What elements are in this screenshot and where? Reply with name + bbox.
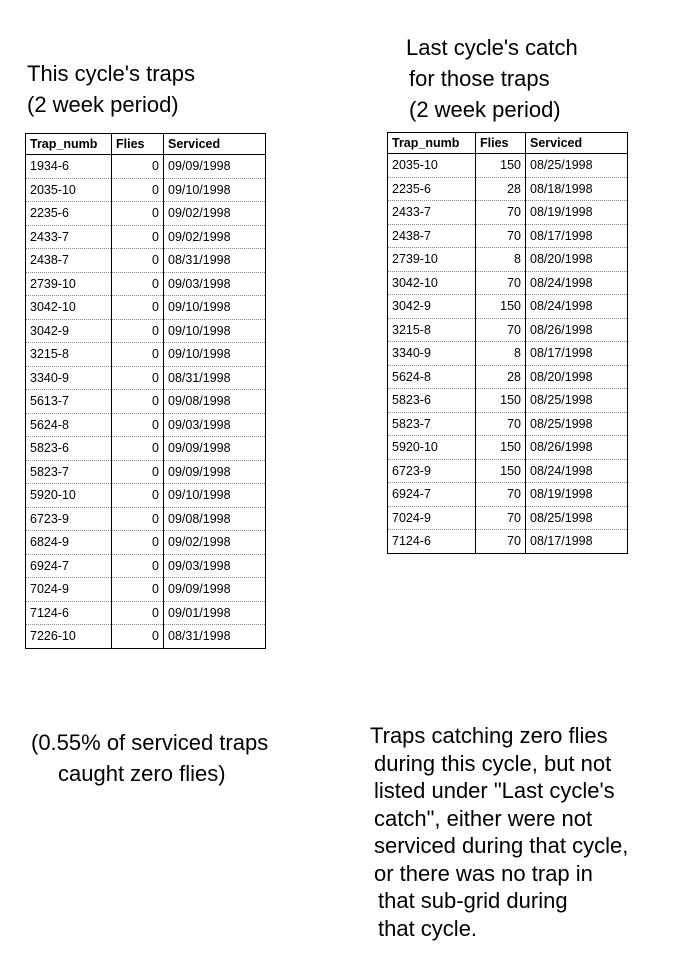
cell-trap-number: 5920-10 [26, 484, 112, 508]
cell-flies: 0 [112, 507, 164, 531]
table-row [388, 201, 628, 225]
col-header-serviced: Serviced [526, 133, 628, 154]
cell-trap-number: 3042-9 [388, 295, 476, 319]
note-line: caught zero flies) [58, 761, 226, 786]
cell-serviced-date: 08/17/1998 [526, 530, 628, 554]
cell-trap-number: 3042-9 [26, 319, 112, 343]
cell-trap-number: 3215-8 [26, 343, 112, 367]
table-row [26, 272, 266, 296]
cell-trap-number: 3215-8 [388, 318, 476, 342]
col-header-trap: Trap_numb [26, 134, 112, 155]
table-row [26, 484, 266, 508]
cell-serviced-date: 08/31/1998 [164, 625, 266, 649]
cell-flies: 0 [112, 460, 164, 484]
table-row [26, 366, 266, 390]
cell-serviced-date: 08/31/1998 [164, 366, 266, 390]
header-row [388, 133, 628, 154]
cell-serviced-date: 09/02/1998 [164, 531, 266, 555]
cell-flies: 0 [112, 343, 164, 367]
table-row [388, 436, 628, 460]
zero-flies-note [31, 727, 268, 789]
cell-trap-number: 2433-7 [26, 225, 112, 249]
cell-serviced-date: 08/24/1998 [526, 459, 628, 483]
table-row [26, 601, 266, 625]
cell-trap-number: 3042-10 [388, 271, 476, 295]
cell-trap-number: 2438-7 [26, 249, 112, 273]
cell-serviced-date: 09/01/1998 [164, 601, 266, 625]
table-row [26, 578, 266, 602]
explanation-line: serviced during that cycle, [374, 833, 629, 858]
cell-flies: 0 [112, 296, 164, 320]
table-row [26, 554, 266, 578]
cell-serviced-date: 09/08/1998 [164, 507, 266, 531]
explanation-text [370, 722, 628, 942]
cell-trap-number: 5823-6 [26, 437, 112, 461]
cell-serviced-date: 09/09/1998 [164, 437, 266, 461]
cell-flies: 0 [112, 437, 164, 461]
cell-trap-number: 6924-7 [388, 483, 476, 507]
cell-trap-number: 3340-9 [26, 366, 112, 390]
cell-trap-number: 2739-10 [388, 248, 476, 272]
cell-flies: 70 [476, 530, 526, 554]
cell-trap-number: 3042-10 [26, 296, 112, 320]
col-header-flies: Flies [112, 134, 164, 155]
table-row [388, 271, 628, 295]
heading-line: (2 week period) [27, 92, 179, 117]
cell-flies: 8 [476, 342, 526, 366]
cell-trap-number: 7024-9 [388, 506, 476, 530]
cell-serviced-date: 08/25/1998 [526, 154, 628, 178]
cell-serviced-date: 08/18/1998 [526, 177, 628, 201]
cell-trap-number: 6824-9 [26, 531, 112, 555]
cell-trap-number: 2235-6 [26, 202, 112, 226]
cell-serviced-date: 08/31/1998 [164, 249, 266, 273]
cell-trap-number: 2739-10 [26, 272, 112, 296]
cell-flies: 150 [476, 295, 526, 319]
table-row [388, 530, 628, 554]
cell-flies: 0 [112, 625, 164, 649]
cell-flies: 70 [476, 224, 526, 248]
table-row [26, 319, 266, 343]
cell-flies: 150 [476, 459, 526, 483]
cell-serviced-date: 09/10/1998 [164, 296, 266, 320]
heading-line: (2 week period) [409, 97, 561, 122]
heading-line: for those traps [409, 66, 550, 91]
cell-serviced-date: 09/09/1998 [164, 460, 266, 484]
explanation-line: or there was no trap in [374, 860, 593, 886]
cell-serviced-date: 08/17/1998 [526, 224, 628, 248]
explanation-line: that cycle. [378, 915, 478, 941]
cell-flies: 0 [112, 155, 164, 179]
cell-flies: 70 [476, 483, 526, 507]
cell-flies: 0 [112, 202, 164, 226]
table-row [388, 318, 628, 342]
table-row [388, 506, 628, 530]
note-line: (0.55% of serviced traps [31, 730, 269, 755]
table-row [388, 365, 628, 389]
cell-serviced-date: 08/24/1998 [526, 295, 628, 319]
cell-serviced-date: 09/02/1998 [164, 202, 266, 226]
cell-flies: 0 [112, 413, 164, 437]
table-row [388, 154, 628, 178]
cell-serviced-date: 08/17/1998 [526, 342, 628, 366]
cell-trap-number: 5613-7 [26, 390, 112, 414]
cell-serviced-date: 09/03/1998 [164, 272, 266, 296]
cell-serviced-date: 08/26/1998 [526, 436, 628, 460]
this-cycle-heading [27, 58, 195, 120]
col-header-trap: Trap_numb [388, 133, 476, 154]
table-row [388, 412, 628, 436]
cell-serviced-date: 08/25/1998 [526, 506, 628, 530]
cell-trap-number: 6723-9 [26, 507, 112, 531]
cell-trap-number: 5920-10 [388, 436, 476, 460]
cell-flies: 70 [476, 412, 526, 436]
heading-line: This cycle's traps [27, 61, 196, 86]
table-row [26, 460, 266, 484]
table-row [388, 295, 628, 319]
cell-serviced-date: 08/19/1998 [526, 483, 628, 507]
explanation-line: Traps catching zero flies [370, 723, 608, 748]
cell-trap-number: 5624-8 [388, 365, 476, 389]
col-header-serviced: Serviced [164, 134, 266, 155]
cell-serviced-date: 08/24/1998 [526, 271, 628, 295]
cell-flies: 28 [476, 365, 526, 389]
table-row [26, 625, 266, 649]
cell-serviced-date: 08/26/1998 [526, 318, 628, 342]
cell-flies: 28 [476, 177, 526, 201]
table-row [26, 437, 266, 461]
cell-trap-number: 7024-9 [26, 578, 112, 602]
table-row [388, 342, 628, 366]
cell-flies: 0 [112, 178, 164, 202]
last-cycle-heading [406, 32, 578, 125]
cell-flies: 0 [112, 601, 164, 625]
table-row [388, 389, 628, 413]
cell-trap-number: 2438-7 [388, 224, 476, 248]
cell-trap-number: 6924-7 [26, 554, 112, 578]
cell-serviced-date: 09/09/1998 [164, 155, 266, 179]
this-cycle-rows [26, 155, 266, 649]
cell-flies: 0 [112, 390, 164, 414]
cell-flies: 0 [112, 366, 164, 390]
cell-trap-number: 3340-9 [388, 342, 476, 366]
cell-flies: 0 [112, 531, 164, 555]
cell-serviced-date: 08/20/1998 [526, 365, 628, 389]
table-row [26, 413, 266, 437]
cell-trap-number: 2035-10 [26, 178, 112, 202]
cell-serviced-date: 09/10/1998 [164, 319, 266, 343]
cell-trap-number: 6723-9 [388, 459, 476, 483]
col-header-flies: Flies [476, 133, 526, 154]
last-cycle-rows [388, 154, 628, 554]
cell-flies: 0 [112, 319, 164, 343]
this-cycle-table [25, 133, 266, 649]
header-row [26, 134, 266, 155]
cell-flies: 70 [476, 506, 526, 530]
table-row [388, 177, 628, 201]
heading-line: Last cycle's catch [406, 35, 578, 60]
table-row [26, 343, 266, 367]
explanation-line: listed under "Last cycle's [374, 778, 615, 803]
cell-trap-number: 5823-7 [388, 412, 476, 436]
cell-flies: 150 [476, 154, 526, 178]
table-row [388, 483, 628, 507]
table-row [26, 531, 266, 555]
cell-flies: 150 [476, 389, 526, 413]
cell-trap-number: 7124-6 [26, 601, 112, 625]
table-row [388, 248, 628, 272]
cell-serviced-date: 08/25/1998 [526, 412, 628, 436]
cell-serviced-date: 09/10/1998 [164, 178, 266, 202]
cell-trap-number: 7226-10 [26, 625, 112, 649]
cell-serviced-date: 09/09/1998 [164, 578, 266, 602]
cell-trap-number: 7124-6 [388, 530, 476, 554]
table-row [388, 459, 628, 483]
cell-flies: 0 [112, 554, 164, 578]
table-row [26, 178, 266, 202]
cell-flies: 0 [112, 578, 164, 602]
cell-flies: 70 [476, 318, 526, 342]
cell-serviced-date: 09/03/1998 [164, 554, 266, 578]
cell-trap-number: 1934-6 [26, 155, 112, 179]
cell-serviced-date: 09/10/1998 [164, 343, 266, 367]
cell-serviced-date: 09/08/1998 [164, 390, 266, 414]
table-row [26, 225, 266, 249]
cell-serviced-date: 08/19/1998 [526, 201, 628, 225]
cell-flies: 150 [476, 436, 526, 460]
cell-flies: 0 [112, 225, 164, 249]
cell-trap-number: 5823-7 [26, 460, 112, 484]
cell-trap-number: 2035-10 [388, 154, 476, 178]
table-row [388, 224, 628, 248]
cell-serviced-date: 09/10/1998 [164, 484, 266, 508]
cell-serviced-date: 09/03/1998 [164, 413, 266, 437]
table-row [26, 155, 266, 179]
explanation-line: that sub-grid during [378, 888, 568, 913]
table-row [26, 390, 266, 414]
cell-trap-number: 5624-8 [26, 413, 112, 437]
cell-serviced-date: 08/20/1998 [526, 248, 628, 272]
cell-flies: 70 [476, 201, 526, 225]
table-row [26, 249, 266, 273]
cell-flies: 8 [476, 248, 526, 272]
cell-trap-number: 2235-6 [388, 177, 476, 201]
table-row [26, 507, 266, 531]
last-cycle-table [387, 132, 628, 554]
cell-flies: 0 [112, 272, 164, 296]
cell-trap-number: 2433-7 [388, 201, 476, 225]
cell-flies: 70 [476, 271, 526, 295]
cell-flies: 0 [112, 484, 164, 508]
cell-trap-number: 5823-6 [388, 389, 476, 413]
explanation-line: during this cycle, but not [374, 750, 612, 776]
table-row [26, 296, 266, 320]
table-row [26, 202, 266, 226]
cell-serviced-date: 09/02/1998 [164, 225, 266, 249]
explanation-line: catch", either were not [374, 805, 593, 831]
cell-serviced-date: 08/25/1998 [526, 389, 628, 413]
cell-flies: 0 [112, 249, 164, 273]
